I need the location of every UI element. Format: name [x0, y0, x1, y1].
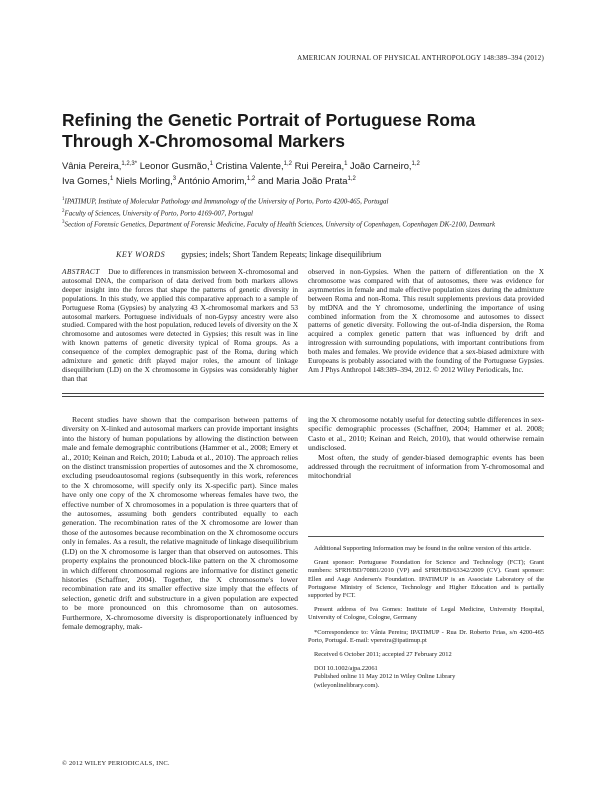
affiliation: $^1$IPATIMUP, Institute of Molecular Pathology and Immunology of the University of Porto, Porto 4200-465, Portugal	[62, 197, 389, 206]
running-head: AMERICAN JOURNAL OF PHYSICAL ANTHROPOLOGY 148:389–394 (2012)	[297, 54, 544, 62]
abstract-right-column	[308, 268, 544, 375]
keywords-label: KEY WORDS	[116, 250, 166, 259]
section-divider	[62, 393, 544, 394]
author: Vânia Pereira,$^{1,2,3*}$	[62, 160, 138, 172]
footer-copyright: © 2012 WILEY PERIODICALS, INC.	[62, 760, 170, 767]
note-supporting: Additional Supporting Information may be found in the online version of this article.	[314, 545, 532, 552]
author: Iva Gomes,$^1$	[62, 174, 114, 186]
body-paragraph: Most often, the study of gender-biased demographic events has been addressed through the recruitment of information from Y-chromosomal and mitochondrial	[308, 452, 544, 481]
note-library: (wileyonlinelibrary.com).	[314, 681, 380, 689]
note-doi: DOI 10.1002/ajpa.22061	[314, 665, 378, 673]
abstract-label: ABSTRACT	[62, 267, 100, 276]
section-divider	[62, 396, 544, 397]
keywords	[116, 250, 381, 259]
author: António Amorim,$^{1,2}$	[178, 174, 256, 186]
note-grant: Grant sponsor: Portuguese Foundation for Science and Technology (FCT); Grant numbers: SFRH/BD/70881/2010 (VP) and SFRH/BD/63342/2009 (CV). Grant sponsor: Ellen and Aage Andersen's Foundation. IPATIMUP is an Associate Laboratory of the Portuguese Ministry of Science, Technology and Higher Education and is partially supported by FCT.	[308, 559, 544, 600]
note-received: Received 6 October 2011; accepted 27 February 2012	[314, 651, 452, 659]
body-right-column	[308, 415, 544, 481]
article-title	[62, 110, 542, 152]
abstract-text: observed in non-Gypsies. When the pattern of differentiation on the X chromosome was compared with that of autosomes, there was evidence for asymmetries in female and male effective population sizes during the admixture between Roma and non-Roma. This result supplements previous data provided by mtDNA and the Y chromosome, underlining the importance of using combined information from the X chromosome and autosomes to dissect patterns of genetic diversity. Following the out-of-India dispersion, the Roma acquired a complex genetic pattern that was influenced by drift and introgression with surrounding populations, with important contributions from both males and females. We provide evidence that a sex-biased admixture with Europeans is probably associated with the founding of the Portuguese Gypsies. Am J Phys Anthropol 148:389–394, 2012.	[308, 267, 544, 374]
author: João Carneiro,$^{1,2}$	[350, 160, 420, 172]
abstract-text: Due to differences in transmission between X-chromosomal and autosomal DNA, the comparison of data derived from both markers allows deeper insight into the forces that shape the patterns of genetic diversity in populations. In this study, we applied this comparative approach to a sample of Portuguese Roma (Gypsies) by analyzing 43 X-chromosomal markers and 53 autosomal markers. Portuguese individuals of non-Gypsy ancestry were also studied. Compared with the host population, reduced levels of diversity on the X chromosome and autosomes were detected in Gypsies; this result was in line with known patterns of genetic diversity typical of Roma groups. As a consequence of the complex demographic past of the Roma, during which admixture and genetic drift played major roles, the amount of linkage disequilibrium (LD) on the X chromosome in Gypsies was considerably higher than that	[62, 267, 299, 383]
author: Rui Pereira,$^1$	[294, 160, 348, 172]
keywords-text: gypsies; indels; Short Tandem Repeats; linkage disequilibrium	[181, 250, 382, 259]
author: Cristina Valente,$^{1,2}$	[215, 160, 292, 172]
body-left-column	[62, 415, 298, 631]
affiliation: $^2$Faculty of Sciences, University of Porto, Porto 4169-007, Portugal	[62, 208, 253, 218]
body-paragraph: Recent studies have shown that the comparison between patterns of diversity on X-linked and autosomal markers can provide important insights into the history of human populations by allowing the distinction between male and female demographic contributions (Hammer et al., 2008; Emery et al., 2010; Keinan and Reich, 2010; Labuda et al., 2010). The approach relies on the distinct transmission properties of autosomes and the X chromosome, excluding pseudoautosomal regions (subsequently in this work, references to the X chromosome, will specify only its X-specific part). Since males have only one copy of the X chromosome whereas females have two, the effective number of X chromosomes in a population is three quarters that of the autosomes, assuming both genders contributed equally to each generation. The recombination rates of the X chromosome are lower than those of the autosomes because recombination on the X chromosome occurs only in females. As a result, the relative magnitude of linkage disequilibrium (LD) on the X chromosome is larger than that observed on autosomes. This property explains the pronounced block-like pattern on the X chromosome in which different chromosomal regions are informative for distinct genetic histories (Schaffner, 2004). Together, the X chromosome's lower recombination rate and its smaller effective size imply that the effects of selection, genetic drift and substructure in a given population are expected to be more pronounced on this chromosome than on autosomes. Furthermore, X-chromosome diversity is disproportionately influenced by female demography, mak-	[62, 415, 298, 631]
author: Niels Morling,$^3$	[115, 174, 177, 186]
abstract-copyright: © 2012 Wiley Periodicals, Inc.	[433, 364, 524, 374]
body-paragraph: ing the X chromosome notably useful for detecting subtle differences in sex-specific demographic processes (Schaffner, 2004; Hammer et al. 2008; Casto et al., 2010; Keinan and Reich, 2010), that would otherwise remain undisclosed.	[308, 415, 544, 453]
note-correspondence: *Correspondence to: Vânia Pereira; IPATIMUP - Rua Dr. Roberto Frias, s/n 4200-465 Porto, Portugal. E-mail: vpereira@ipatimup.pt	[308, 628, 544, 644]
title-line-1: Refining the Genetic Portrait of Portuguese Roma	[62, 110, 476, 130]
author: and Maria João Prata$^{1,2}$	[257, 174, 356, 186]
author-list	[62, 158, 542, 187]
footnotes	[308, 545, 544, 690]
affiliations	[62, 195, 547, 230]
abstract-left-column	[62, 268, 298, 384]
affiliation: $^3$Section of Forensic Genetics, Department of Forensic Medicine, Faculty of Health Sciences, University of Copenhagen, Copenhagen DK-2100, Denmark	[62, 220, 496, 229]
note-published: Published online 11 May 2012 in Wiley Online Library	[314, 673, 456, 681]
note-present-address: Present address of Iva Gomes: Institute of Legal Medicine, University Hospital, University of Cologne, Cologne, Germany	[308, 606, 544, 622]
author: Leonor Gusmão,$^1$	[139, 160, 213, 172]
title-line-2: Through X-Chromosomal Markers	[62, 131, 345, 151]
footnote-divider	[308, 536, 544, 537]
